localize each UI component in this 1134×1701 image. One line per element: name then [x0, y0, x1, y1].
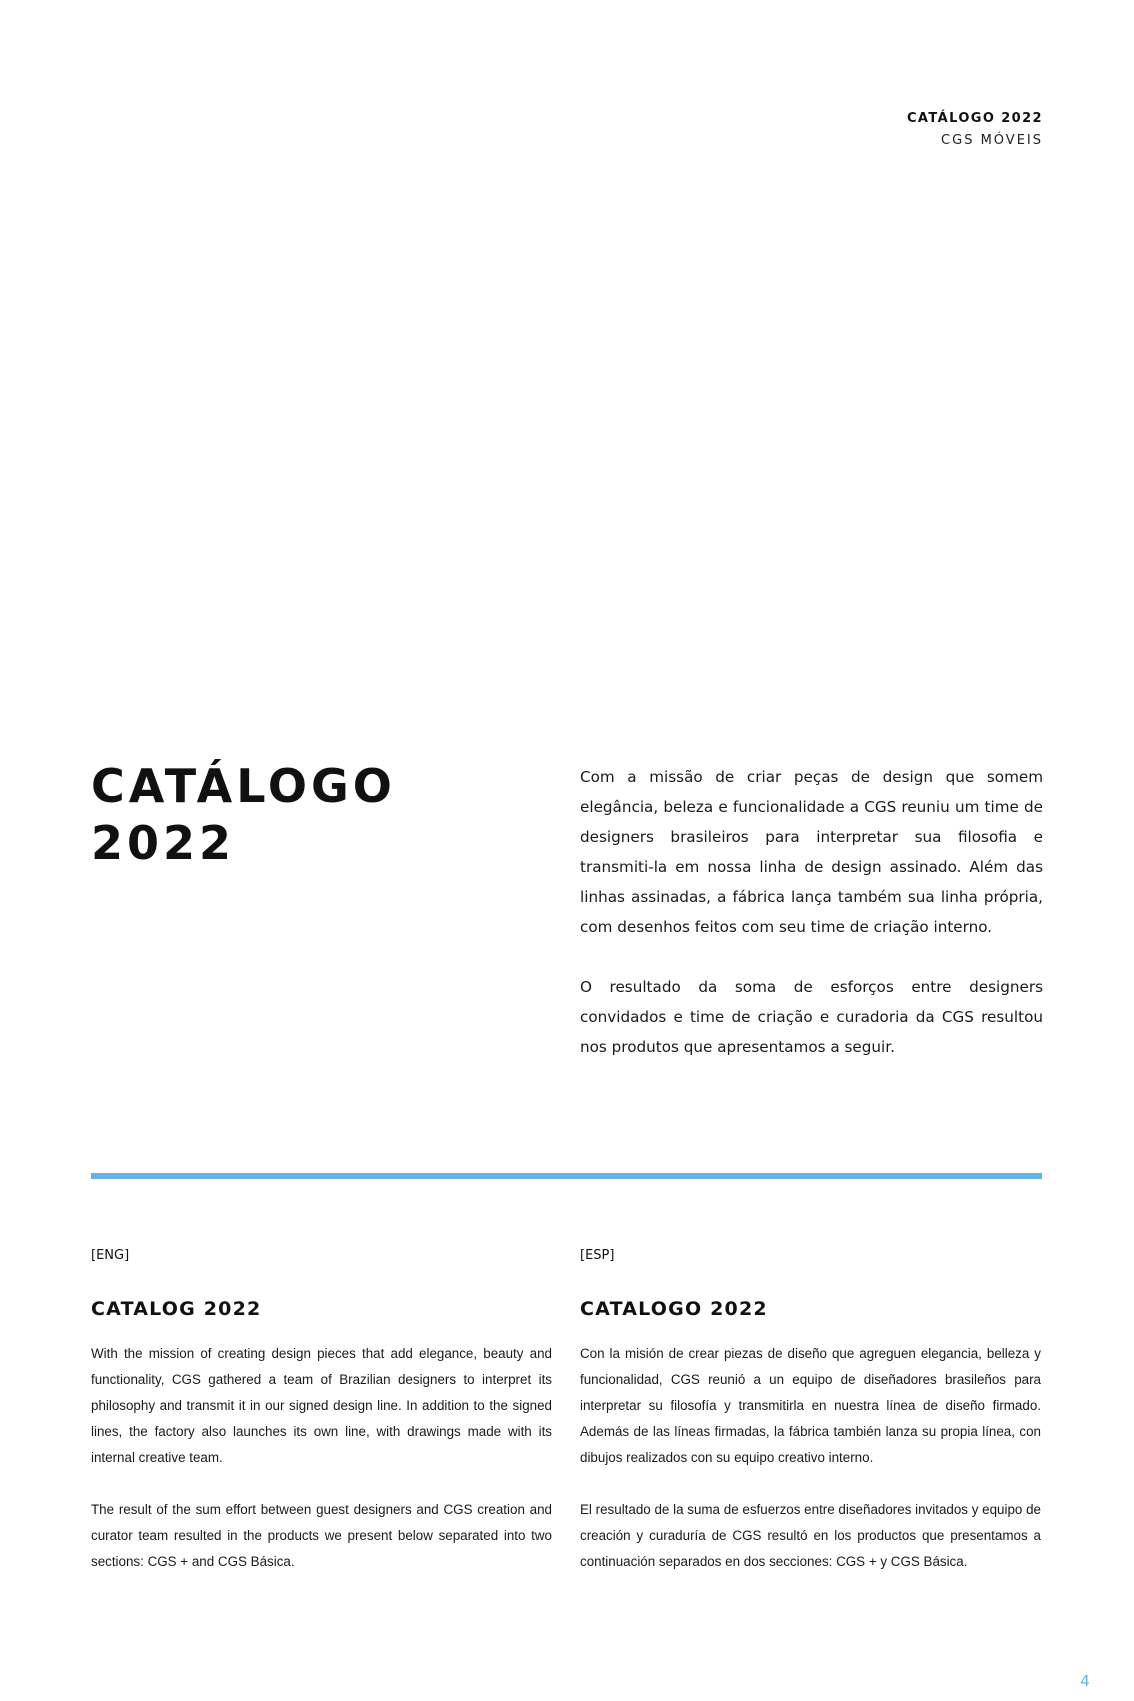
page-number: 4 [1080, 1672, 1090, 1690]
intro-portuguese [580, 762, 1043, 1092]
language-tag-esp: [ESP] [580, 1248, 615, 1263]
hero-title-line-2: 2022 [91, 816, 236, 870]
spanish-paragraph: El resultado de la suma de esfuerzos entre diseñadores invitados y equipo de creación y curaduría de CGS resultó en los productos que presentamos a continuación separados en dos secciones: CGS + y CGS Básica. [580, 1502, 1041, 1569]
spanish-column [580, 1248, 1041, 1601]
header-subtitle: CGS MÓVEIS [941, 133, 1043, 148]
section-divider [91, 1173, 1042, 1179]
english-paragraph: The result of the sum effort between guest designers and CGS creation and curator team resulted in the products we present below separated into two sections: CGS + and CGS Básica. [91, 1502, 552, 1569]
english-paragraph: With the mission of creating design pieces that add elegance, beauty and functionality, CGS gathered a team of Brazilian designers to interpret its philosophy and transmit it in our signed design line. In addition to the signed lines, the factory also launches its own line, with drawings made with its internal creative team. [91, 1346, 552, 1465]
hero-title-line-1: CATÁLOGO [91, 759, 396, 813]
language-tag-eng: [ENG] [91, 1248, 130, 1263]
page-header [643, 108, 1043, 152]
header-title: CATÁLOGO 2022 [906, 111, 1043, 126]
english-title: CATALOG 2022 [91, 1298, 262, 1320]
spanish-body [580, 1341, 1041, 1575]
english-column [91, 1248, 552, 1601]
spanish-paragraph: Con la misión de crear piezas de diseño que agreguen elegancia, belleza y funcionalidad, CGS reunió a un equipo de diseñadores brasileños para interpretar su filosofía y transmitirla en nuestra línea de diseño firmado. Además de las líneas firmadas, la fábrica también lanza su propia línea, con dibujos realizados con su equipo creativo interno. [580, 1346, 1041, 1465]
spanish-title: CATALOGO 2022 [580, 1298, 768, 1320]
intro-paragraph: O resultado da soma de esforços entre designers convidados e time de criação e curadoria da CGS resultou nos produtos que apresentamos a seguir. [580, 978, 1043, 1056]
english-body [91, 1341, 552, 1575]
hero-title [91, 758, 396, 872]
intro-paragraph: Com a missão de criar peças de design que somem elegância, beleza e funcionalidade a CGS reuniu um time de designers brasileiros para interpretar sua filosofia e transmiti-la em nossa linha de design assinado. Além das linhas assinadas, a fábrica lança também sua linha própria, com desenhos feitos com seu time de criação interno. [580, 768, 1043, 936]
